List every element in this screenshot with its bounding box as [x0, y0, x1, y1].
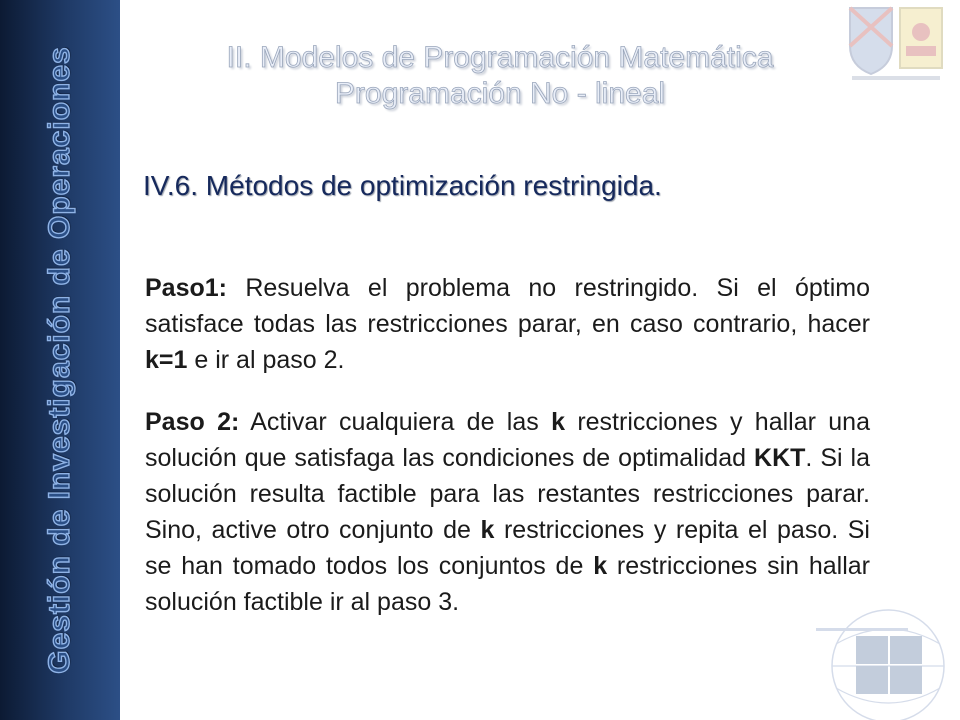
paso1-bold-k1: k=1 — [145, 346, 188, 374]
paso1-text-2: e ir al paso 2. — [187, 346, 345, 374]
paso2-text-5: restricciones sin hallar solución factible ir al paso 3. — [145, 552, 870, 616]
header-line-1: II. Modelos de Programación Matemática — [226, 41, 774, 74]
paso2-label: Paso 2: — [145, 408, 240, 436]
paso2-text-1: Activar cualquiera de las — [239, 408, 552, 436]
slide-header — [170, 40, 830, 112]
paso1-label: Paso1: — [145, 274, 227, 302]
industrias-logo-icon — [816, 604, 960, 720]
paso2-text-2: restricciones y hallar una solución que satisfaga las condiciones de optimalidad — [145, 408, 870, 472]
paso2-paragraph — [145, 404, 870, 620]
paso2-bold-k: k — [551, 408, 565, 436]
university-crest-icon — [842, 2, 950, 84]
paso2-text-3: . Si la solución resulta factible para las restantes restricciones parar. Sino, active otro conjunto de — [145, 444, 870, 544]
section-title: IV.6. Métodos de optimización restringida. — [143, 170, 662, 201]
paso1-text-1: Resuelva el problema no restringido. Si el óptimo satisface todas las restricciones parar, en caso contrario, hacer — [145, 274, 870, 338]
header-line-2: Programación No - lineal — [334, 77, 666, 110]
paso2-text-4: restricciones y repita el paso. Si se han tomado todos los conjuntos de — [145, 516, 870, 580]
paso2-bold-kkt: KKT — [754, 444, 806, 472]
sidebar-course-title: Gestión de Investigación de Operaciones — [43, 46, 76, 674]
paso1-paragraph — [145, 270, 870, 378]
paso2-bold-k-3: k — [593, 552, 608, 580]
paso2-bold-k-2: k — [480, 516, 495, 544]
sidebar-band — [0, 0, 120, 720]
